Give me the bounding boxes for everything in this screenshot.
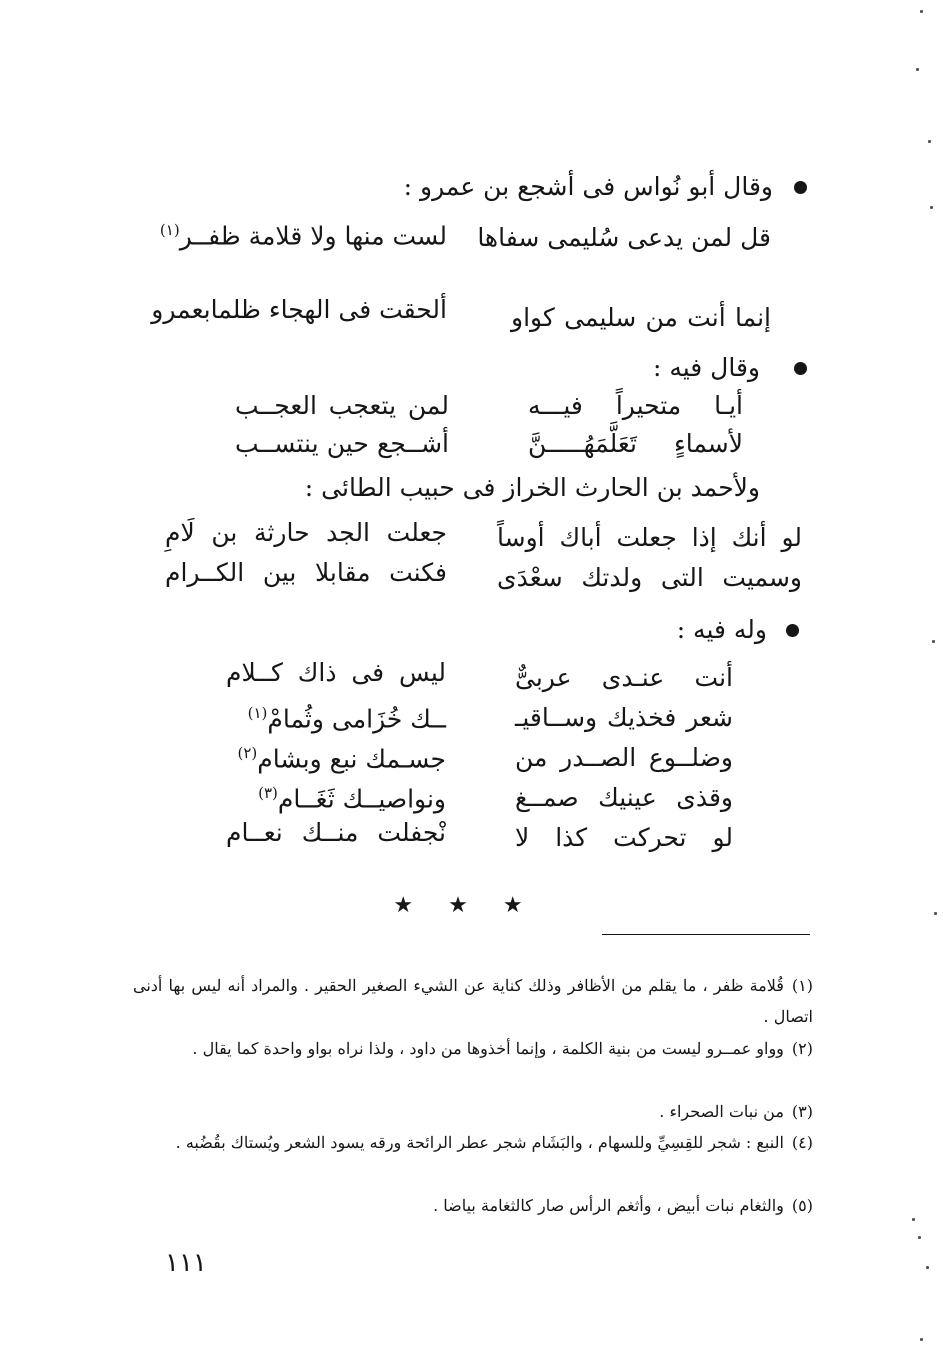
- scan-speck: [920, 1338, 923, 1341]
- verse-sadr: لو تحركت كذا لا: [515, 823, 733, 852]
- verse-ajuz: ليس فى ذاك كــلام: [226, 658, 446, 687]
- verse-ajuz: نْجفلت منــك نعــام: [226, 818, 446, 847]
- footnote-text: والثغام نبات أبيض ، وأثغم الرأس صار كالثغامة بياضا .: [433, 1196, 784, 1215]
- verse-sadr: شعر فخذيك وســاقيـ: [515, 703, 733, 732]
- scan-speck: [920, 10, 923, 13]
- verse-sadr: أنت عنـدى عربىٌّ: [515, 663, 733, 692]
- verse-ajuz: فكنت مقابلا بين الكــرام: [165, 558, 447, 587]
- verse-sadr: وضلــوع الصــدر من: [515, 743, 733, 772]
- verse-sadr: إنما أنت من سليمى كواو: [511, 303, 771, 332]
- footnote: [133, 970, 813, 1032]
- footnote-text: من نبات الصحراء .: [659, 1102, 784, 1121]
- scan-speck: [930, 206, 933, 209]
- verse-sadr: وقذى عينيك صمــغ: [515, 783, 733, 812]
- verse-ajuz: [233, 737, 446, 775]
- verse-ajuz: لمن يتعجب العجــب: [235, 391, 449, 420]
- footnote-number: (٤): [791, 1133, 813, 1152]
- bullet-icon: [794, 362, 807, 375]
- verse-ajuz: [156, 214, 447, 252]
- verse-ajuz: أشــجع حين ينتســب: [235, 429, 449, 458]
- verse-ajuz: جعلت الجد حارثة بن لَامِ: [165, 518, 447, 547]
- footnote-number: (٥): [791, 1196, 813, 1215]
- section-heading: وقال فيه :: [652, 353, 760, 382]
- scan-speck: [926, 1266, 929, 1269]
- verse-ajuz: [254, 777, 446, 815]
- page-number: ١١١: [165, 1248, 207, 1278]
- footnote-rule: [602, 934, 810, 935]
- verse-ajuz: [244, 697, 446, 735]
- footnote: [133, 1033, 813, 1064]
- footnote: [133, 1127, 813, 1158]
- scan-speck: [916, 68, 919, 71]
- footnote-ref: (١): [247, 704, 268, 722]
- footnote-text: قُلامة ظفر ، ما يقلم من الأظافر وذلك كناية عن الشيء الصغير الحقير . والمراد أنه ليس بها أدنى اتصال .: [133, 976, 813, 1026]
- footnote-ref: (٢): [237, 744, 258, 762]
- scan-speck: [912, 1218, 915, 1221]
- footnote-number: (٣): [791, 1102, 813, 1121]
- verse-sadr: أيـا متحيراً فيـــه: [528, 391, 743, 420]
- footnote-number: (٢): [791, 1039, 813, 1058]
- scan-speck: [934, 912, 937, 915]
- footnote-text: النبع : شجر للقِسِيِّ وللسهام ، والبَشَام شجر عطر الرائحة ورقه يسود الشعر ويُستاك بقُضُبه .: [175, 1133, 784, 1152]
- verse-ajuz-text: ــك خُزَامى وثُمامْ: [267, 704, 446, 734]
- section-heading: ولأحمد بن الحارث الخراز فى حبيب الطائى :: [304, 473, 760, 502]
- footnote: [133, 1190, 813, 1221]
- verse-ajuz-text: لست منها ولا قلامة ظفــر: [179, 221, 447, 251]
- scan-speck: [932, 640, 935, 643]
- bullet-icon: [794, 181, 807, 194]
- verse-ajuz-text: ونواصيــك ثَغَــام: [277, 784, 446, 814]
- footnote-ref: (١): [159, 221, 180, 239]
- verse-sadr: لو أنك إذا جعلت أباك أوساً: [497, 523, 802, 552]
- verse-sadr: لأسماءٍ تَعَلَّمَهُـــــنَّ: [528, 429, 743, 458]
- footnote-text: وواو عمــرو ليست من بنية الكلمة ، وإنما أخذوها من داود ، ولذا نراه بواو واحدة كما يقال .: [192, 1039, 784, 1058]
- bullet-icon: [786, 624, 799, 637]
- section-separator: ★ ★ ★: [393, 893, 537, 918]
- scan-speck: [928, 140, 931, 143]
- section-heading: وله فيه :: [676, 615, 767, 644]
- verse-sadr: قل لمن يدعى سُليمى سفاها: [477, 223, 771, 252]
- section-heading: وقال أبو نُواس فى أشجع بن عمرو :: [403, 172, 773, 201]
- verse-ajuz: ألحقت فى الهجاء ظلمابعمرو: [151, 295, 447, 324]
- footnote: [133, 1096, 813, 1127]
- footnote-ref: (٣): [258, 784, 278, 802]
- verse-ajuz-text: جسـمك نبع وبشام: [257, 744, 446, 774]
- verse-sadr: وسميت التى ولدتك سعْدَى: [497, 563, 802, 592]
- footnote-number: (١): [791, 976, 813, 995]
- scan-speck: [918, 1236, 921, 1239]
